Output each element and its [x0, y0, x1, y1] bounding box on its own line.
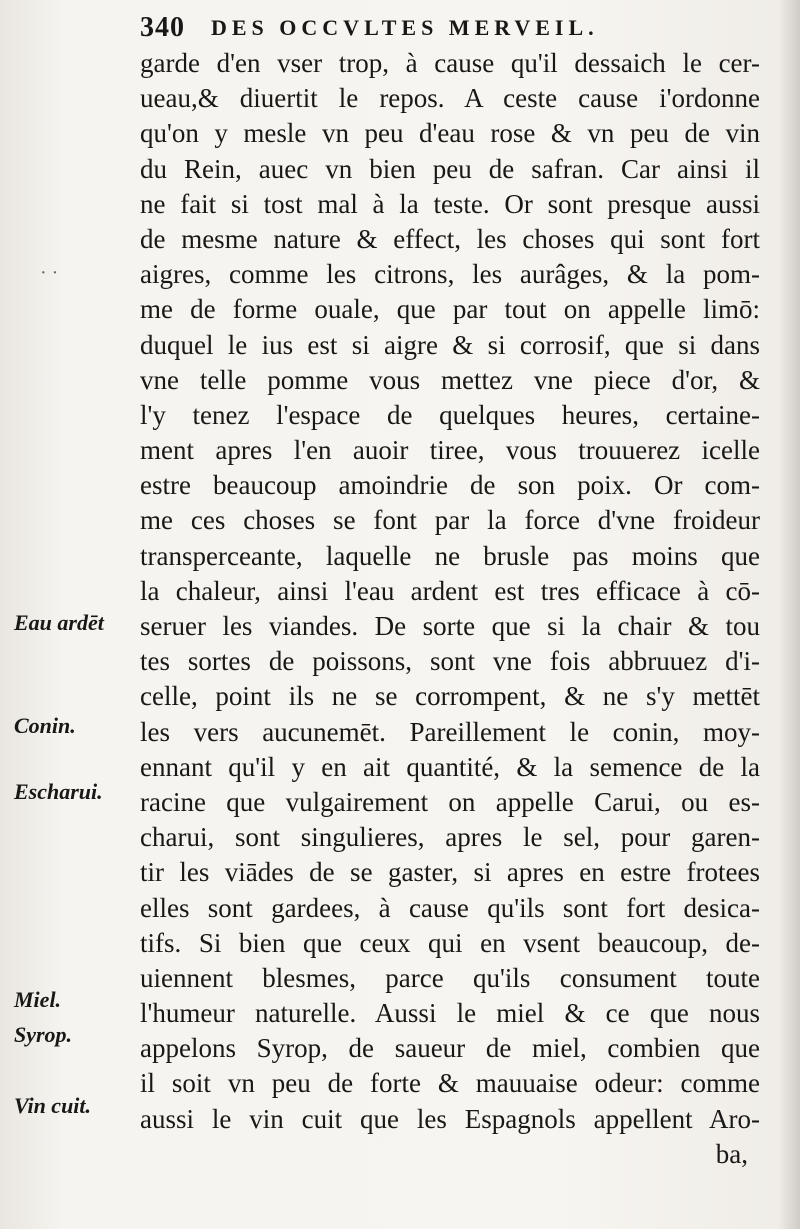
text-line: estre beaucoup amoindrie de son poix. Or com- — [140, 470, 760, 501]
text-line-catchword: ba, — [715, 1138, 748, 1169]
running-title: DES OCCVLTES MERVEIL. — [211, 15, 599, 40]
text-line: de mesme nature & effect, les choses qui sont fort — [140, 223, 760, 254]
margin-note-eau-ardent: Eau ardēt — [14, 610, 104, 635]
page-header — [140, 8, 760, 48]
text-line: du Rein, auec vn bien peu de safran. Car ainsi il — [140, 153, 760, 184]
text-line: uiennent blesmes, parce qu'ils consument toute — [140, 962, 760, 993]
text-line: seruer les viandes. De sorte que si la chair & tou — [140, 611, 760, 641]
text-line: racine que vulgairement on appelle Carui, ou es- — [140, 786, 760, 817]
text-line: aussi le vin cuit que les Espagnols appellent Aro- — [140, 1103, 760, 1134]
text-line: appelons Syrop, de saueur de miel, combien que — [140, 1033, 760, 1064]
text-line: ennant qu'il y en ait quantité, & la semence de la — [140, 751, 760, 782]
text-line: duquel le ius est si aigre & si corrosif, que si dans — [140, 329, 760, 360]
body-text — [140, 46, 760, 1172]
text-line: la chaleur, ainsi l'eau ardent est tres efficace à cō- — [140, 575, 760, 606]
stray-ink-mark: · · — [40, 262, 59, 284]
text-line: me ces choses se font par la force d'vne froideur — [140, 505, 760, 536]
text-line: tes sortes de poissons, sont vne fois abbruuez d'i- — [140, 646, 760, 677]
text-line: tifs. Si bien que ceux qui en vsent beaucoup, de- — [140, 927, 760, 958]
margin-note-miel: Miel. — [14, 987, 62, 1012]
text-line: qu'on y mesle vn peu d'eau rose & vn peu de vin — [140, 118, 760, 149]
text-line: transperceante, laquelle ne brusle pas moins que — [140, 540, 760, 571]
text-line: ment apres l'en auoir tiree, vous trouuerez icelle — [140, 435, 760, 466]
text-line: celle, point ils ne se corrompent, & ne s'y mettēt — [140, 681, 760, 712]
text-line: vne telle pomme vous mettez vne piece d'or, & — [140, 364, 760, 395]
text-line: charui, sont singulieres, apres le sel, pour garen- — [140, 822, 760, 853]
page-number: 340 — [140, 12, 185, 43]
text-line: elles sont gardees, à cause qu'ils sont fort desica- — [140, 892, 760, 923]
text-line: ueau,& diuertit le repos. A ceste cause i'ordonne — [140, 83, 760, 114]
margin-note-syrop: Syrop. — [14, 1022, 73, 1047]
text-line: les vers aucunemēt. Pareillement le conin, moy- — [140, 716, 760, 747]
text-line: tir les viādes de se gaster, si apres en estre frotees — [140, 857, 760, 888]
text-line: il soit vn peu de forte & mauuaise odeur: comme — [140, 1068, 760, 1099]
margin-note-escharui: Escharui. — [14, 779, 103, 804]
text-line: l'y tenez l'espace de quelques heures, certaine- — [140, 399, 760, 430]
page-edge-shadow — [778, 0, 800, 1229]
text-line: garde d'en vser trop, à cause qu'il dessaich le cer- — [140, 48, 760, 78]
margin-note-vin-cuit: Vin cuit. — [14, 1093, 92, 1118]
text-line: l'humeur naturelle. Aussi le miel & ce que nous — [140, 998, 760, 1029]
margin-note-conin: Conin. — [14, 713, 76, 738]
text-line: aigres, comme les citrons, les aurâges, & la pom- — [140, 259, 760, 290]
text-line: me de forme ouale, que par tout on appelle limō: — [140, 294, 760, 325]
text-line: ne fait si tost mal à la teste. Or sont presque aussi — [140, 188, 760, 219]
